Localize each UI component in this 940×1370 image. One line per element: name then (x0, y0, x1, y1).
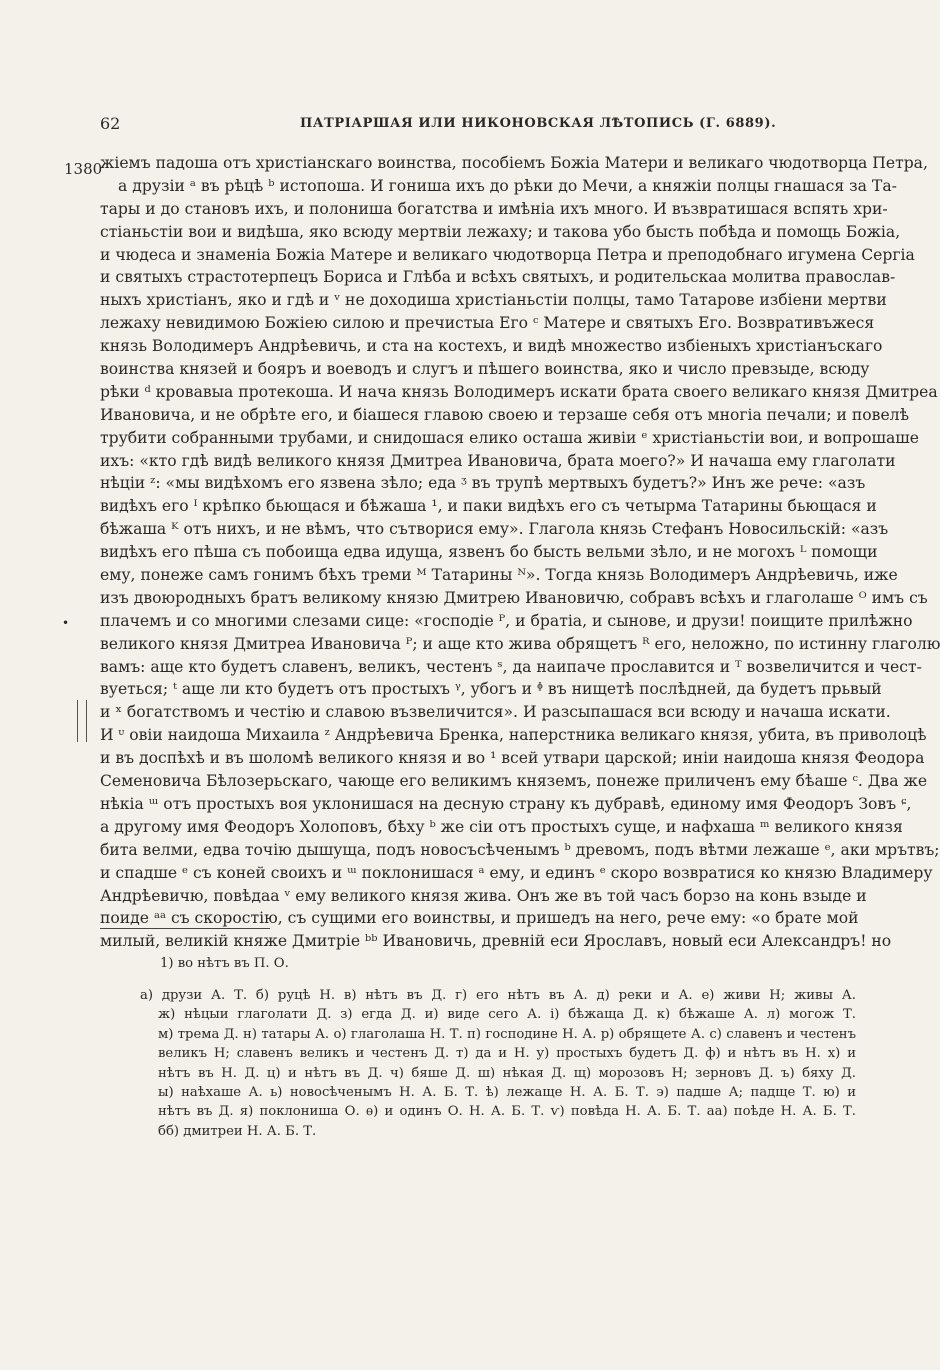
text-line: и чюдеса и знаменіа Божіа Матере и великаго чюдотворца Петра и преподобнаго игумена Сергіа (100, 245, 915, 264)
text-line: поиде ᵃᵃ съ скоростію, съ сущими его воинствы, и пришедъ на него, рече ему: «о брате мой (100, 909, 859, 928)
text-line: и святыхъ страстотерпецъ Бориса и Глѣба и всѣхъ святыхъ, и родительскаа молитва православ- (100, 268, 896, 287)
text-line: тары и до становъ ихъ, и полониша богатства и имѣніа ихъ много. И възвратишася вспять хри- (100, 199, 888, 218)
text-line: великого князя Дмитреа Ивановича ᴾ; и аще кто жива обрящетъ ᴿ его, неложно, по истинну глаголю (100, 634, 940, 653)
note-line: а) друзи А. Т. б) руцѣ Н. в) нѣтъ въ Д. г) его нѣтъ въ А. д) реки и А. е) живи Н; живы А. (140, 988, 856, 1003)
text-line: ихъ: «кто гдѣ видѣ великого князя Дмитреа Ивановича, брата моего?» И начаша ему глаголати (100, 451, 896, 470)
text-line: князь Володимеръ Андрѣевичь, и ста на костехъ, и видѣ множество избіеныхъ христіанъскаго (100, 337, 883, 356)
note-line: м) трема Д. н) татары А. о) глаголаша Н. Т. п) господине Н. А. р) обрящете А. с) славенъ и честенъ (158, 1026, 856, 1042)
text-line: бита велми, едва точію дышуща, подъ новосъсѣченымъ ᵇ древомъ, подъ вѣтми лежаше ᵉ, аки мрътвъ; (100, 840, 940, 859)
text-line: а другому имя Феодоръ Холоповъ, бѣху ᵇ же сіи отъ простыхъ суще, и нафхаша ᵐ великого князя (100, 817, 903, 836)
running-header (100, 114, 856, 138)
note-line: нѣтъ въ Н. Д. ц) и нѣтъ въ Д. ч) бяше Д. ш) нѣкая Д. щ) морозовъ Н; зерновъ Д. ъ) бяху Д. (158, 1065, 856, 1081)
text-line: нѣкіа ᵚ отъ простыхъ воя уклонишася на десную страну къ дубравѣ, единому имя Феодоръ Зовъ ᶝ, (100, 794, 912, 813)
text-line: Семеновича Бѣлозерьскаго, чающе его великимъ княземъ, понеже приличенъ ему бѣаше ᶜ. Два же (100, 772, 928, 791)
text-line: бѣжаша ᴷ отъ нихъ, и не вѣмъ, что сътворися ему». Глагола князь Стефанъ Новосильскій: «азъ (100, 520, 889, 539)
text-line: и ˣ богатствомъ и честію и славою възвеличится». И разсыпашася вси всюду и начаша искати. (100, 703, 891, 722)
text-line: изъ двоюродныхъ братъ великому князю Дмитрею Ивановичю, собравъ всѣхъ и глаголаше ᴼ имъ съ (100, 588, 928, 607)
text-line: милый, великій княже Дмитріе ᵇᵇ Ивановичь, древній еси Ярославъ, новый еси Александръ! но (100, 932, 892, 951)
text-line: трубити собранными трубами, и снидошася елико осташа живіи ᵉ христіаньстіи вои, и вопрошаше (100, 428, 920, 447)
text-line: И ᶸ овіи наидоша Михаила ᶻ Андрѣевича Бренка, наперстника великаго князя, убита, въ приволоцѣ (100, 726, 927, 745)
text-line: вуеться; ᵗ аще ли кто будетъ отъ простыхъ ᵞ, убогъ и ᶲ въ нищетѣ послѣдней, да будетъ прьвый (100, 680, 882, 699)
footnote-1: 1) во нѣтъ въ П. О. (160, 956, 289, 971)
margin-year: 1380 (64, 160, 103, 178)
text-line: а друзіи ᵃ въ рѣцѣ ᵇ истопоша. И гониша ихъ до рѣки до Мечи, а княжіи полцы гнашася за Та- (118, 176, 897, 195)
text-line: вамъ: аще кто будетъ славенъ, великъ, честенъ ˢ, да наипаче прославится и ᵀ возвеличится и чест- (100, 657, 922, 676)
note-line: ы) наѣхаше А. ь) новосѣченымъ Н. А. Б. Т. ѣ) лежаще Н. А. Б. Т. э) падше А; падще Т. ю) и (158, 1084, 856, 1100)
text-line: жіемъ падоша отъ христіанскаго воинства, пособіемъ Божіа Матери и великаго чюдотворца Петра, (100, 154, 928, 172)
text-line: лежаху невидимою Божіею силою и пречистыа Его ᶜ Матере и святыхъ Его. Возвративъжеся (100, 314, 875, 333)
text-line: стіаньстіи вои и видѣша, яко всюду мертвіи лежаху; и такова убо бысть побѣда и помощь Божіа, (100, 222, 901, 241)
variant-notes (140, 986, 856, 1141)
running-title: ПАТРІАРШАЯ ИЛИ НИКОНОВСКАЯ ЛѢТОПИСЬ (Г. 6889). (300, 116, 777, 131)
footnote-divider (100, 928, 270, 929)
text-line: ему, понеже самъ гонимъ бѣхъ треми ᴹ Татарины ᴺ». Тогда князь Володимеръ Андрѣевичь, иже (100, 566, 898, 585)
text-line: плачемъ и со многими слезами сице: «господіе ᴾ, и братіа, и сынове, и друзи! поищите прилѣжно (100, 611, 913, 630)
text-line: Ивановича, и не обрѣте его, и біашеся главою своею и терзаше себя отъ многіа печали; и повелѣ (100, 405, 909, 424)
margin-dot: • (62, 616, 70, 630)
text-line: нѣціи ᶻ: «мы видѣхомъ его язвена зѣло; еда ᶾ въ трупѣ мертвыхъ будетъ?» Инъ же рече: «азъ (100, 474, 866, 493)
note-line: бб) дмитреи Н. А. Б. Т. (158, 1123, 317, 1139)
text-line: и спадше ᵉ съ коней своихъ и ᵚ поклонишася ᵃ ему, и единъ ᵉ скоро возвратися ко князю Владимеру (100, 863, 933, 882)
text-line: видѣхъ его пѣша съ побоища едва идуща, язвенъ бо бысть вельми зѣло, и не могохъ ᴸ помощи (100, 543, 878, 562)
text-line: Андрѣевичю, повѣдаа ᵛ ему великого князя жива. Онъ же въ той часъ борзо на конь взыде и (100, 886, 867, 905)
main-text (100, 152, 940, 953)
page-number: 62 (100, 114, 121, 133)
text-line: и въ доспѣхѣ и въ шоломѣ великого князя и во ¹ всей утвари царской; иніи наидоша князя Феодора (100, 749, 925, 768)
note-line: великъ Н; славенъ великъ и честенъ Д. т) да и Н. у) простыхъ будетъ Д. ф) и нѣтъ въ Н. х) и (158, 1046, 856, 1062)
text-line: ныхъ христіанъ, яко и гдѣ и ᵛ не доходиша христіаньстіи полцы, тамо Татарове избіени мертви (100, 291, 887, 310)
text-line: видѣхъ его ᴵ крѣпко бьющася и бѣжаша ¹, и паки видѣхъ его съ четырма Татарины бьющася и (100, 497, 877, 516)
text-line: воинства князей и бояръ и воеводъ и слугъ и пѣшего воинства, яко и число превзыде, всюду (100, 360, 870, 379)
note-line: ж) нѣцыи глаголати Д. з) егда Д. и) виде сего А. і) бѣжаща Д. к) бѣжаше А. л) могож Т. (158, 1007, 856, 1023)
text-line: рѣки ᵈ кровавыа протекоша. И нача князь Володимеръ искати брата своего великаго князя Дмитреа (100, 382, 938, 401)
note-line: нѣтъ въ Д. я) поклониша О. ѳ) и одинъ О. Н. А. Б. Т. ѵ) повѣда Н. А. Б. Т. аа) поѣде Н. А. Б. Т. (158, 1104, 856, 1120)
margin-handwritten-mark (77, 700, 87, 742)
